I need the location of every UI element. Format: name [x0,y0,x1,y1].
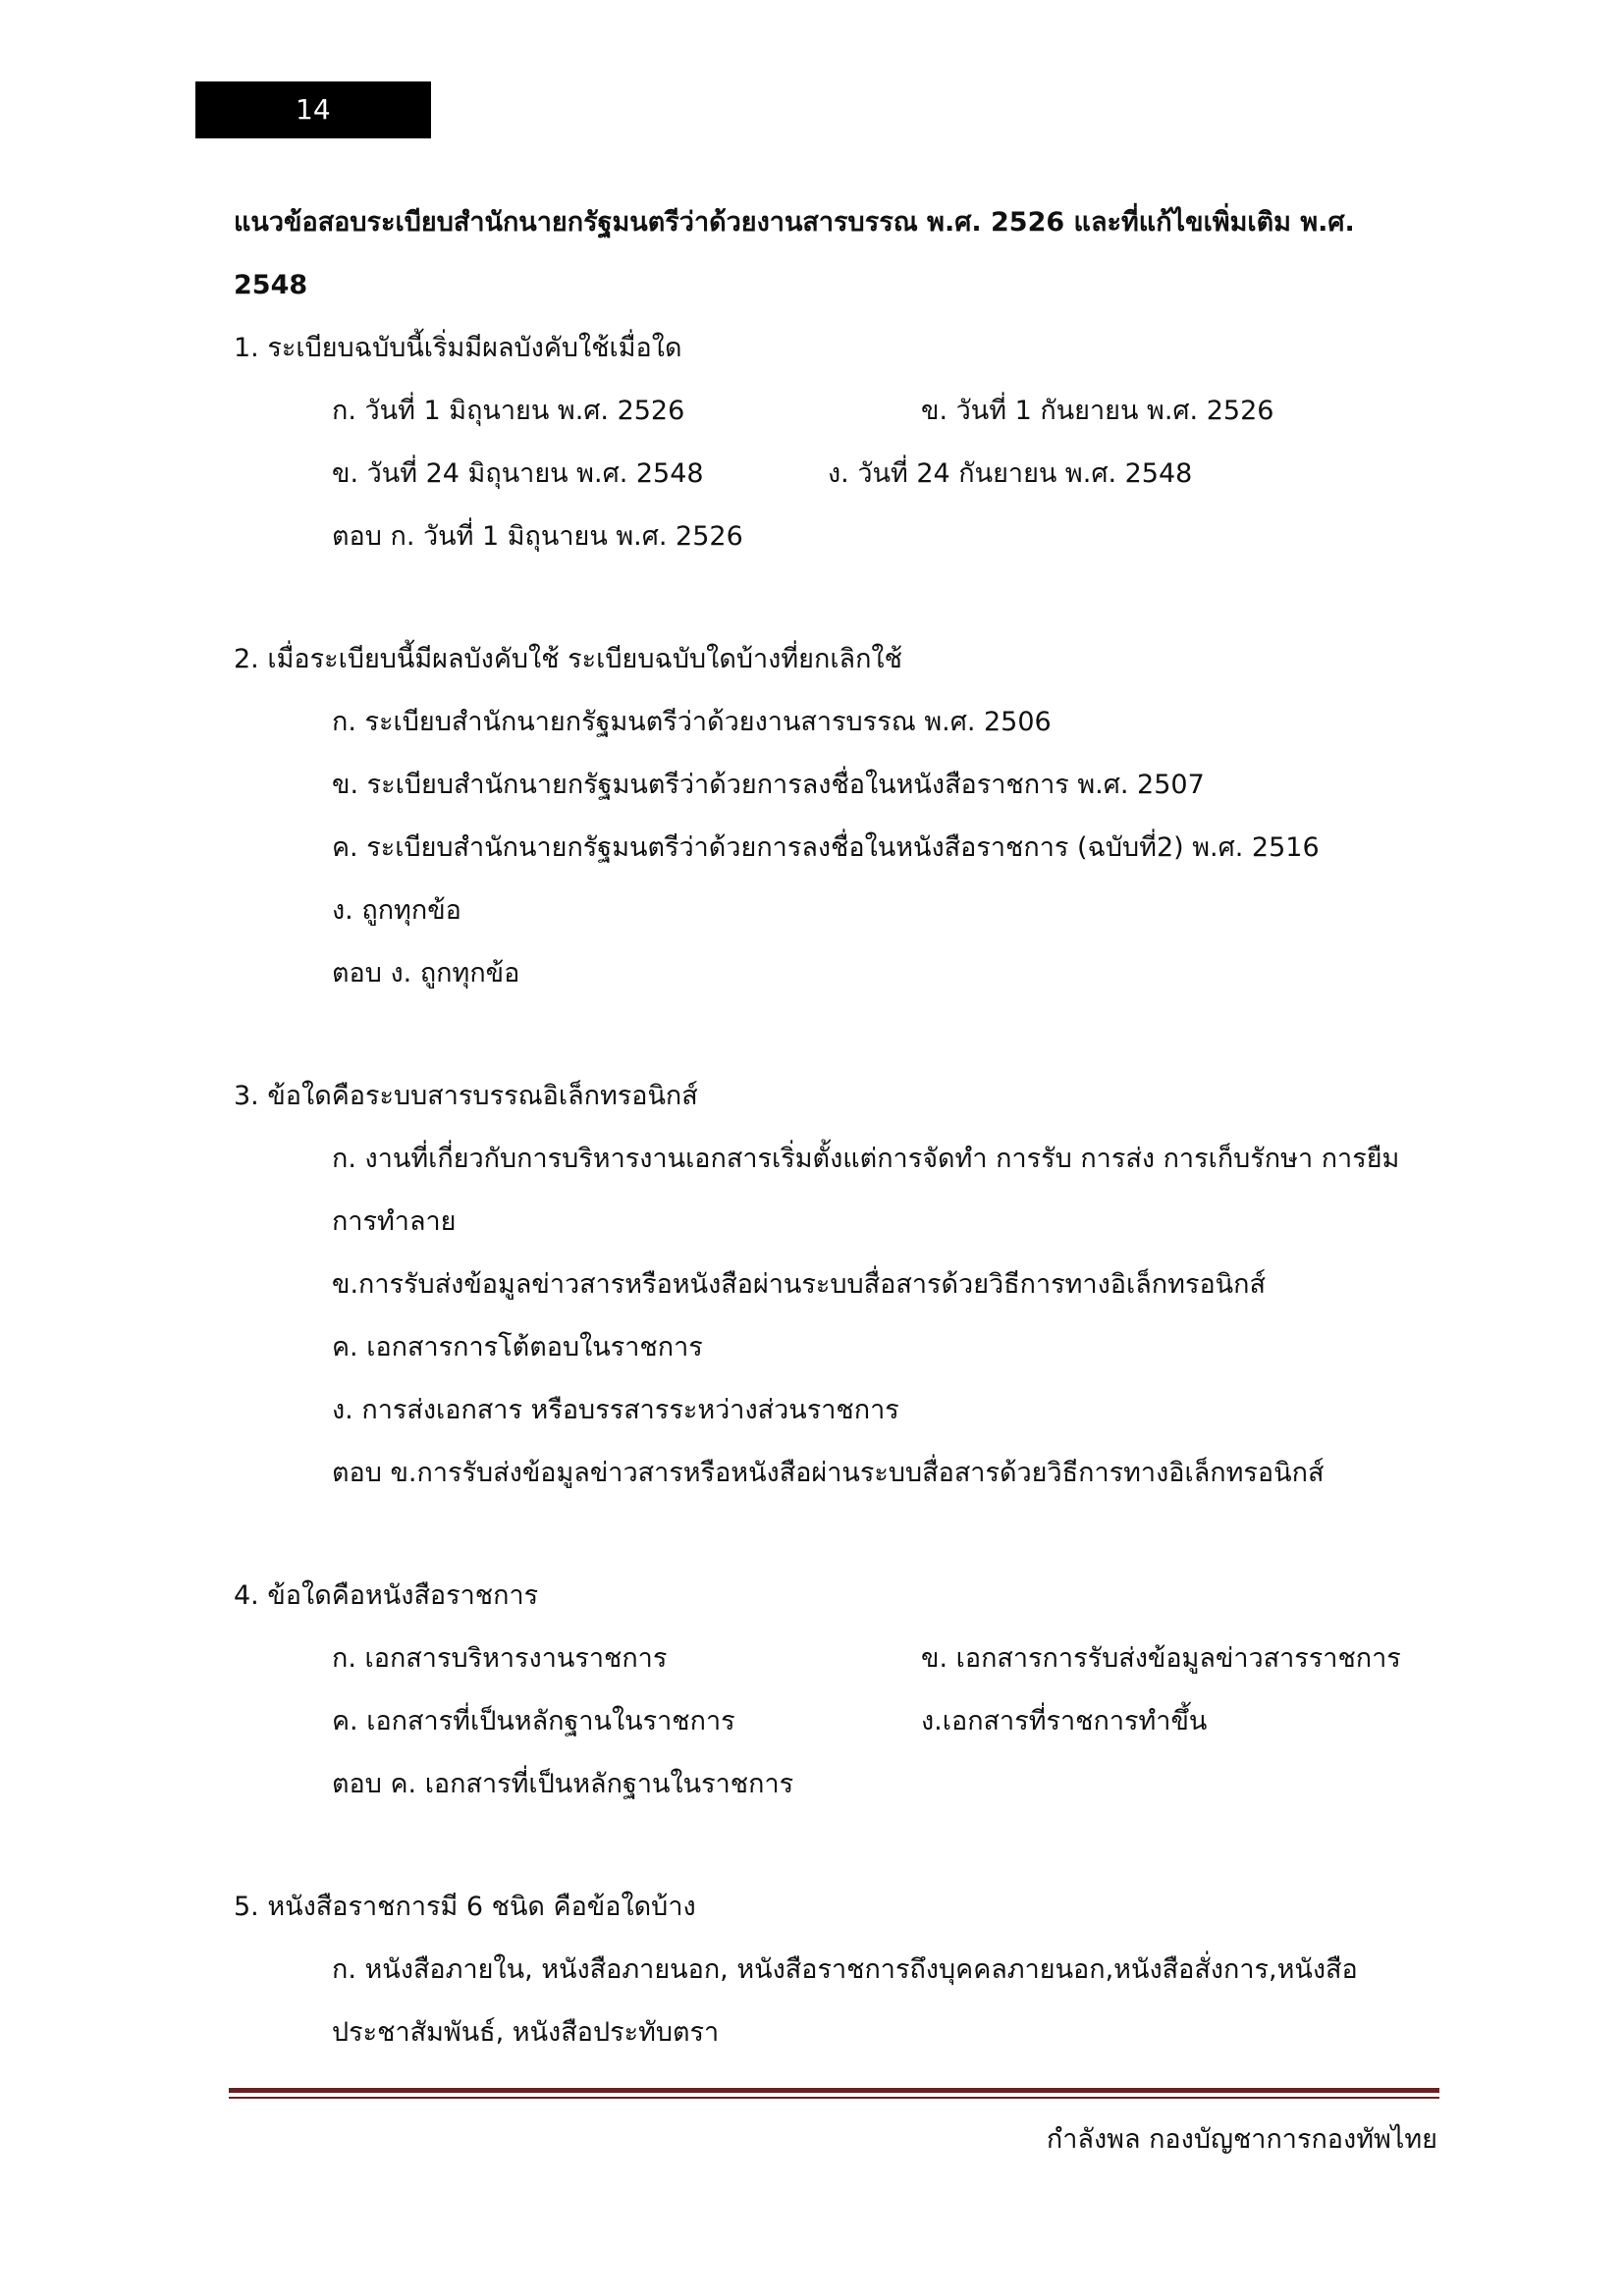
q1-options-row-2 [234,443,1441,506]
q3-option-a: ก. งานที่เกี่ยวกับการบริหารงานเอกสารเริ่มตั้งแต่การจัดทำ การรับ การส่ง การเก็บรักษา การยืม การทำลาย [332,1144,1400,1237]
footer-text: กำลังพล กองบัญชาการกองทัพไทย [1046,2124,1437,2155]
q3-answer: ตอบ ข.การรับส่งข้อมูลข่าวสารหรือหนังสือผ่านระบบสื่อสารด้วยวิธีการทางอิเล็กทรอนิกส์ [332,1458,1325,1488]
q4-option-a: ก. เอกสารบริหารงานราชการ [332,1643,668,1674]
q3-option-c: ค. เอกสารการโต้ตอบในราชการ [332,1332,703,1362]
q3-option-b: ข.การรับส่งข้อมูลข่าวสารหรือหนังสือผ่านระบบสื่อสารด้วยวิธีการทางอิเล็กทรอนิกส์ [332,1269,1266,1300]
q2-answer: ตอบ ง. ถูกทุกข้อ [332,958,520,988]
q4-option-d: ง.เอกสารที่ราชการทำขึ้น [921,1706,1208,1736]
q2-option-c: ค. ระเบียบสำนักนายกรัฐมนตรีว่าด้วยการลงชื่อในหนังสือราชการ (ฉบับที่2) พ.ศ. 2516 [332,832,1320,863]
q5-option-a: ก. หนังสือภายใน, หนังสือภายนอก, หนังสือราชการถึงบุคคลภายนอก,หนังสือสั่งการ,หนังสือประชาสัมพันธ์, หนังสือประทับตรา [332,1954,1358,2048]
document-title: แนวข้อสอบระเบียบสำนักนายกรัฐมนตรีว่าด้วยงานสารบรรณ พ.ศ. 2526 และที่แก้ไขเพิ่มเติม พ.ศ. 2548 [234,207,1355,300]
q2-option-b: ข. ระเบียบสำนักนายกรัฐมนตรีว่าด้วยการลงชื่อในหนังสือราชการ พ.ศ. 2507 [332,770,1205,800]
q4-question: 4. ข้อใดคือหนังสือราชการ [234,1580,539,1611]
q2-option-a: ก. ระเบียบสำนักนายกรัฐมนตรีว่าด้วยงานสารบรรณ พ.ศ. 2506 [332,707,1052,737]
q1-question: 1. ระเบียบฉบับนี้เริ่มมีผลบังคับใช้เมื่อใด [234,333,682,363]
footer-divider-thin [229,2097,1439,2099]
q1-answer: ตอบ ก. วันที่ 1 มิถุนายน พ.ศ. 2526 [332,521,743,552]
q2-question: 2. เมื่อระเบียบนี้มีผลบังคับใช้ ระเบียบฉบับใดบ้างที่ยกเลิกใช้ [234,644,902,674]
q4-option-b: ข. เอกสารการรับส่งข้อมูลข่าวสารราชการ [921,1643,1401,1674]
q4-options-row-2 [234,1690,1441,1753]
q5-question: 5. หนังสือราชการมี 6 ชนิด คือข้อใดบ้าง [234,1892,696,1922]
q1-options-row-1 [234,380,1441,443]
footer-divider [229,2088,1439,2093]
page-number: 14 [195,81,431,138]
q4-options-row-1 [234,1628,1441,1690]
q4-answer: ตอบ ค. เอกสารที่เป็นหลักฐานในราชการ [332,1769,794,1799]
document-body [234,191,1441,2064]
q1-option-c: ข. วันที่ 24 มิถุนายน พ.ศ. 2548 [332,458,704,489]
q1-option-b: ข. วันที่ 1 กันยายน พ.ศ. 2526 [921,396,1274,426]
q3-option-d: ง. การส่งเอกสาร หรือบรรสารระหว่างส่วนราชการ [332,1395,899,1425]
q1-option-a: ก. วันที่ 1 มิถุนายน พ.ศ. 2526 [332,396,685,426]
q3-question: 3. ข้อใดคือระบบสารบรรณอิเล็กทรอนิกส์ [234,1081,698,1111]
q2-option-d: ง. ถูกทุกข้อ [332,895,461,926]
q4-option-c: ค. เอกสารที่เป็นหลักฐานในราชการ [332,1706,735,1736]
q1-option-d: ง. วันที่ 24 กันยายน พ.ศ. 2548 [828,458,1193,489]
